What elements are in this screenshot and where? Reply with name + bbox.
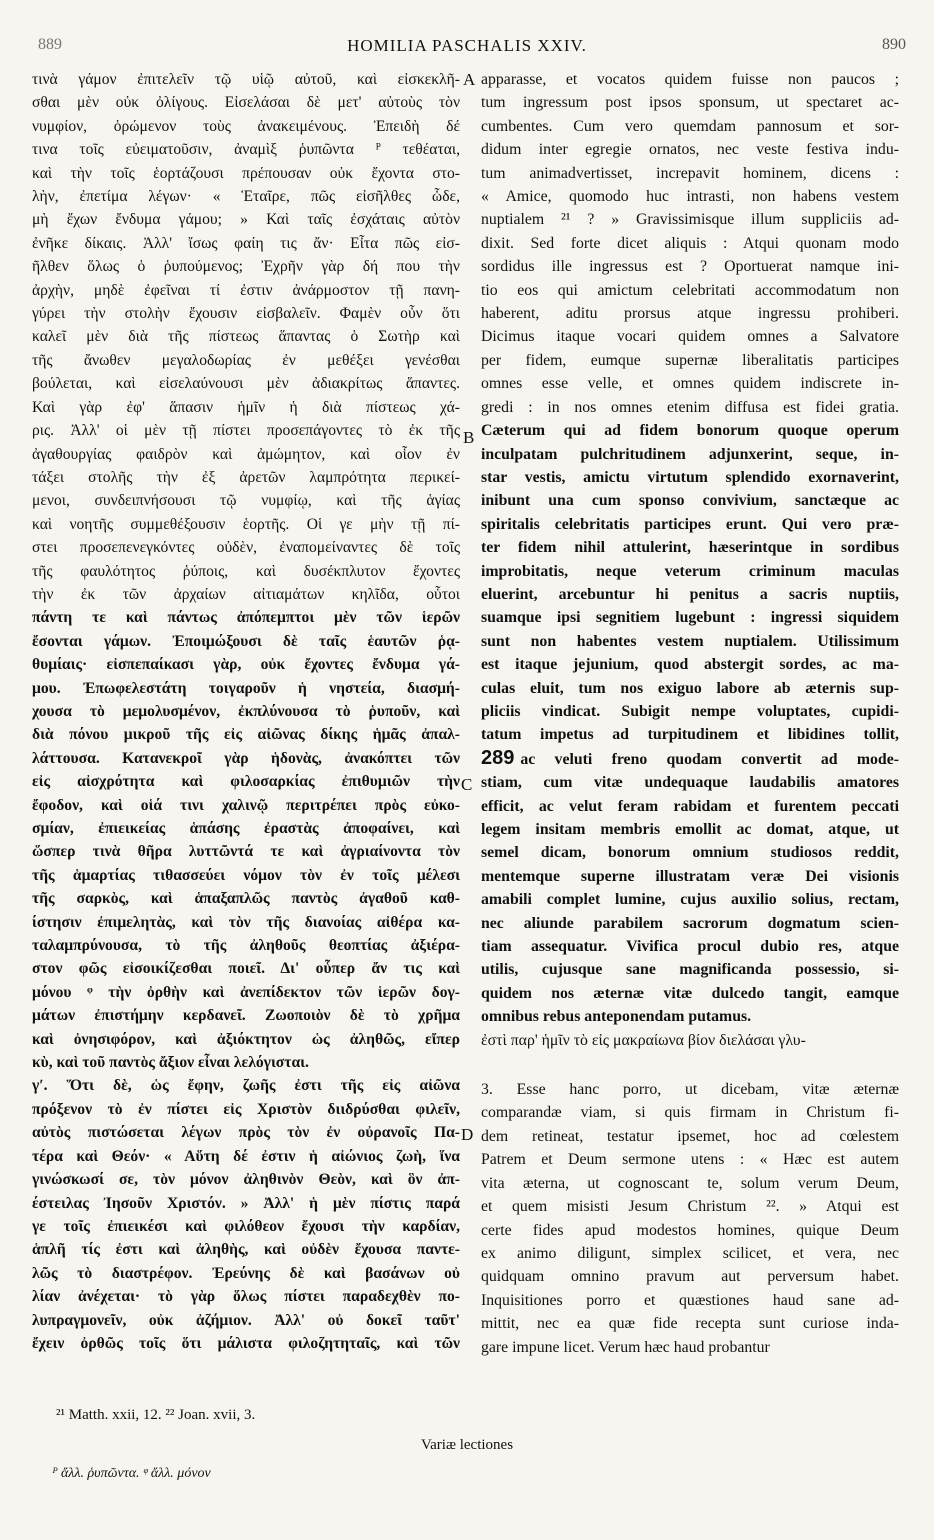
text-line: amabili complet lumine, cujus auxilio solius, rectam, <box>481 891 899 909</box>
text-line: est itaque jejunium, quod abstergit sordes, ac ma- <box>481 656 899 674</box>
text-line: et quem misisti Jesum Christum ²². » Atqui est <box>481 1198 899 1216</box>
margin-letter-b: B <box>463 428 475 447</box>
text-line: καὶ νοητῆς συμμεθέξουσιν ἑορτῆς. Οἱ γε μὴν τῇ πί- <box>32 515 460 533</box>
text-line: gredi : in nos omnes etenim diffusa est fidei gratia. <box>481 398 899 416</box>
text-line: apparasse, et vocatos quidem fuisse non paucos ; <box>481 71 899 88</box>
text-line: Patrem et Deum sermone utens : « Hæc est autem <box>481 1151 899 1169</box>
text-line: sordidus ille ingressus est ? Oportuerat namque ini- <box>481 258 899 276</box>
paragraph-gap <box>481 1052 899 1078</box>
text-line: ex animo diligunt, simplex scilicet, et vera, nec <box>481 1244 899 1262</box>
text-line: tum animadvertisset, increpavit hominem, dicens : <box>481 164 899 182</box>
greek-column <box>32 68 460 1355</box>
text-line: tatum impetus ad turpitudinem et libidines tollit, <box>481 726 899 744</box>
text-line: Cæterum qui ad fidem bonorum quoque operum <box>481 422 899 440</box>
text-line: λυπραγμονεῖν, οὐκ ἀζήμιον. Ἀλλ' οὐ δοκεῖ ταῦτ' <box>32 1311 460 1329</box>
text-line: omnibus rebus anteponendam putamus. <box>481 1008 752 1026</box>
text-line: τῆς ἄνωθεν μεγαλοδωρίας ἐν μεθέξει γενέσθαι <box>32 351 460 369</box>
page-number-right: 890 <box>882 36 906 53</box>
text-line: tum ingressum post ipsos sponsum, ut spectaret ac- <box>481 94 899 112</box>
text-line: τὴν ἐκ τῶν ἀρχαίων αἰτιαμάτων κηλῖδα, οὗτοι <box>32 585 460 603</box>
text-line: στον φῶς εἰσοικίζεσθαι ποιεῖ. Δι' οὗπερ ἄν τις καὶ <box>32 960 460 978</box>
text-line: ίστησιν ἐπιμελητὰς, καὶ τὸν τῆς διανοίας αἰθέρα κα- <box>32 913 460 931</box>
text-line: νυμφίον, ὁρώμενον τοὺς ἀνακειμένους. Ἐπειδὴ δέ <box>32 117 460 135</box>
text-line: ταλαμπρύνουσα, τὸ τῆς ἀληθοῦς θεοπτίας ἀξιέρα- <box>32 937 460 955</box>
text-line: έστειλας Ἰησοῦν Χριστόν. » Ἀλλ' ἡ μὲν πίστις παρά <box>32 1194 460 1212</box>
text-line: λὴν, ἐπετίμα λέγων· « Ἑταῖρε, πῶς εἰσῆλθες ὧδε, <box>32 188 460 206</box>
text-line: nuptialem ²¹ ? » Gravissimisque illum suppliciis ad- <box>481 211 899 229</box>
text-line: μου. Ἐπωφελεστάτη τοιγαροῦν ἡ νηστεία, διασμή- <box>32 679 460 697</box>
footnotes: ²¹ Matth. xxii, 12. ²² Joan. xvii, 3. <box>56 1407 256 1423</box>
text-line: ἔσονται γάμων. Ἐποιμώξουσι δὲ ταῖς ἑαυτῶν ῥᾳ- <box>32 632 460 650</box>
margin-letter-a: A <box>463 70 476 89</box>
text-line: suamque ipsi segnitiem lugebunt : ingressi siquidem <box>481 609 899 627</box>
text-line: cumbentes. Cum vero quemdam pannosum et sor- <box>481 117 899 135</box>
text-line: σμίαν, ἐπιεικείας ἁπάσης ἐραστὰς ἀποφαίνει, καὶ <box>32 820 460 837</box>
text-line: 3. Esse hanc porro, ut dicebam, vitæ æternæ <box>481 1081 899 1099</box>
text-line: ἔφοδον, καὶ οἱά τινι χαλινῷ περιτρέπει πρὸς εὐκο- <box>32 796 460 814</box>
text-line: γʹ. Ὅτι δὲ, ὡς ἔφην, ζωῆς ἐστι τῆς εἰς αἰῶνα <box>32 1077 460 1095</box>
text-line: τῆς ἁμαρτίας τιθασσεύει νόμον τὸν ἐν τοῖς μέλεσι <box>32 866 460 884</box>
text-line: sunt non habentes vestem nuptialem. Utilissimum <box>481 632 899 650</box>
text-line: mittit, nec ea quæ fide recepta sunt curiose inda- <box>481 1315 899 1333</box>
text-line: dixit. Sed forte dicet aliquis : Atqui quonam modo <box>481 234 899 252</box>
text-line: pliciis vindicat. Subigit nempe voluptates, cupidi- <box>481 702 899 720</box>
text-line: efficit, ac velut feram rabidam et furentem peccati <box>481 797 899 815</box>
text-line: τῆς φαυλότητος ῥύποις, καὶ δυσέκπλυτον ἔχοντες <box>32 562 460 580</box>
text-line: κὺ, καὶ τοῦ παντὸς ἄξιον εἶναι λελόγισται. <box>32 1054 309 1072</box>
text-line: « Amice, quomodo huc intrasti, non habens vestem <box>481 188 899 206</box>
text-line: τινὰ γάμον ἐπιτελεῖν τῷ υἱῷ αὐτοῦ, καὶ εἰσκεκλῆ- <box>32 71 460 88</box>
text-line: γινώσκωσί σε, τὸν μόνον ἀληθινὸν Θεὸν, καὶ ὃν ἀπ- <box>32 1171 460 1189</box>
text-line: gare impune licet. Verum hæc haud probantur <box>481 1338 770 1356</box>
text-line: per fidem, eumque supernæ liberalitatis participes <box>481 351 899 369</box>
text-line-content: ac veluti freno quodam convertit ad mode- <box>520 750 899 768</box>
text-line <box>481 747 899 771</box>
text-line: ἁπλῆ τίς ἐστι καὶ ἀληθὴς, καὶ οὐδὲν ἔχουσα παντε- <box>32 1241 460 1259</box>
text-line: λῶς τὸ διαστρέφον. Ἐρεύνης δὲ καὶ βασάνων οὐ <box>32 1264 460 1282</box>
text-line: ter fidem nihil attulerint, hæserintque in sordibus <box>481 539 899 557</box>
text-line: semel dicam, bonorum omnium studiosos reddit, <box>481 844 899 862</box>
text-line: inculpatam pulchritudinem adjunxerint, seque, in- <box>481 445 899 463</box>
text-line: mentemque superne illustratam veræ Dei visionis <box>481 867 899 885</box>
text-line: καὶ ὀνησιφόρον, καὶ ἀξιόκτητον ὡς ἀληθῶς, εἴπερ <box>32 1030 460 1048</box>
variae-lectiones-title: Variæ lectiones <box>420 1437 514 1453</box>
text-line: λίαν ἀνέχεται· τὸ γὰρ ὅλως πίστει παραδεχθὲν πο- <box>32 1288 460 1306</box>
page-header <box>28 36 906 58</box>
text-line: dem retineat, testatur ipsemet, hoc ad cœlestem <box>481 1127 899 1145</box>
text-line: ἐνῆκε δίκαις. Ἀλλ' ἴσως φαίη τις ἄν· Εἶτα πῶς εἰσ- <box>32 234 460 252</box>
text-line: σθαι μὲν οὐκ ὀλίγους. Εἰσελάσαι δὲ μετ' αὐτοὺς τὸν <box>32 94 460 112</box>
text-line: τῆς σαρκὸς, καὶ ἁπαξαπλῶς παντὸς ἀγαθοῦ καθ- <box>32 890 460 908</box>
text-line: legem insitam membris emollit ac domat, atque, ut <box>481 821 899 838</box>
text-line: inibunt una cum sponso convivium, sanctæque ac <box>481 492 899 510</box>
text-line: ὥσπερ τινὰ θῆρα λυττῶντά τε καὶ ἀγριαίνοντα τὸν <box>32 843 460 861</box>
text-line: certe fides apud modestos homines, quique Deum <box>481 1221 899 1239</box>
running-title: HOMILIA PASCHALIS XXIV. <box>347 36 587 55</box>
text-line: didum inter egregie ornatos, nec veste festiva indu- <box>481 141 899 159</box>
text-line: καλεῖ μὲν διὰ τῆς πίστεως ἅπαντας ὁ Σωτὴρ καὶ <box>32 328 460 346</box>
text-line: haberent, aditu prorsus atque ingressu prohiberi. <box>481 305 899 323</box>
text-line: μὴ ἔχων ἔνδυμα γάμου; » Καὶ ταῖς ἐσχάταις αὐτὸν <box>32 211 460 229</box>
text-line: τινα τοῖς εὐειματοῦσιν, ἀναμὶξ ῥυπῶντα ᴾ τεθέαται, <box>32 141 460 159</box>
variae-lectiones-text: ᴾ ἄλλ. ῥυπῶντα. ᵠ ἄλλ. μόνον <box>52 1466 211 1481</box>
text-line: βούλεται, καὶ εἰσελαύνουσι μὲν ἀδιακρίτως ἅπαντες. <box>32 375 460 393</box>
text-line: comparandæ viam, si quis firmam in Christum fi- <box>481 1104 899 1122</box>
text-line: nec aliunde parabilem sacrorum dogmatum scien- <box>481 914 899 932</box>
text-line: spiritalis celebritatis participes erunt. Qui vero præ- <box>481 515 899 533</box>
page-number-left: 889 <box>38 36 62 53</box>
text-line: γύρει τὴν στολὴν ἔχουσιν εἰσβαλεῖν. Φαμὲν οὖν ὅτι <box>32 305 460 323</box>
margin-letter-c: C <box>461 775 473 794</box>
text-line: ἀρχὴν, μηδὲ ἐφεῖναι τί ἐστιν ἀνάρμοστον τῇ πανη- <box>32 281 460 299</box>
text-line: μενοι, συνδειπνήσουσι τῷ νυμφίῳ, καὶ τῆς ἁγίας <box>32 492 460 510</box>
text-line: quidquam omnino pravum aut perversum habet. <box>481 1268 899 1286</box>
latin-column <box>481 68 899 1359</box>
text-line: Dicimus itaque vocari quidem omnes a Salvatore <box>481 328 899 346</box>
text-line: tio eos qui amictum celebritati accommodatum non <box>481 281 899 299</box>
text-line: χουσα τὸ μεμολυσμένον, ἐκπλύνουσα τὸ ῥυποῦν, καὶ <box>32 702 460 720</box>
text-line: μάτων ἐπιστήμην κερδανεῖ. Ζωοποιὸν δὲ τὸ χρῆμα <box>32 1007 460 1025</box>
text-line: ἔχειν ὀρθῶς τοῖς ὅτι μάλιστα φιλοζητηταῖς, καὶ τῶν <box>32 1334 460 1352</box>
text-line: στει προσεπενεγκόντες οὐδὲν, ἐναπομείναντες δὲ τοῖς <box>32 539 460 557</box>
text-line: quidem nos æternæ vitæ dulcedo tangit, eamque <box>481 984 899 1002</box>
text-line: eluerint, arcebuntur hi penitus a sacris nuptiis, <box>481 585 899 603</box>
text-line: λάττουσα. Κατανεκροῖ γὰρ ἡδονὰς, ἀνακόπτει τῶν <box>32 749 460 767</box>
text-line: Inquisitiones porro et quæstiones haud sane ad- <box>481 1291 899 1309</box>
text-line: ἐστὶ παρ' ἡμῖν τὸ εἰς μακραίωνα βίον διελάσαι γλυ- <box>481 1031 806 1049</box>
text-line: Καὶ γὰρ ἐφ' ἅπασιν ἡμῖν ἡ διὰ πίστεως χά- <box>32 398 460 416</box>
text-line: μόνου ᵠ τὴν ὀρθὴν καὶ ἀνεπίδεκτον τῶν ἱερῶν δογ- <box>32 983 460 1001</box>
text-line: θυμίαις· εἰσπεπαίκασι γὰρ, οὐκ ἔχοντες ἔνδυμα γά- <box>32 656 460 674</box>
text-line: ῆλθεν ὅλως ὁ ῥυπούμενος; Ἐχρῆν γὰρ δή που τὴν <box>32 258 460 276</box>
text-line: διὰ πόνου μικροῦ τῆς εἰς αἰῶνας δίκης ἡμᾶς ἀπαλ- <box>32 726 460 744</box>
column-number: 289 <box>481 746 515 769</box>
text-line: τέρα καὶ Θεόν· « Αὕτη δέ ἐστιν ἡ αἰώνιος ζωὴ, ἵνα <box>32 1147 460 1165</box>
text-line: αὐτὸς πιστώσεται λέγων πρὸς τὸν ἐν οὐρανοῖς Πα- <box>32 1124 460 1142</box>
text-line: πάντη τε καὶ πάντως ἀπόπεμπτοι μὲν τῶν ἱερῶν <box>32 609 460 627</box>
text-line: star vestis, amictu virtutum splendido exornaverint, <box>481 468 899 486</box>
text-line: omnes esse velle, et omnes quidem indiscrete in- <box>481 375 899 393</box>
text-line: vita æterna, ut cognoscant te, solum verum Deum, <box>481 1174 899 1192</box>
text-line: utilis, cujusque sane magnificanda possessio, si- <box>481 961 899 979</box>
text-line: culas eluit, tum nos exiguo labore ab æternis sup- <box>481 679 899 697</box>
text-line: ρις. Ἀλλ' οἱ μὲν τῇ πίστει προσεπάγοντες τὸ ἐκ τῆς <box>32 422 460 440</box>
text-line: stiam, cum vitæ undequaque laudabilis amatores <box>481 774 899 792</box>
text-line: πρόξενον τὸ ἐν πίστει εἰς Χριστὸν διιδρύσθαι φιλεῖν, <box>32 1100 460 1118</box>
text-line: τάξει στολῆς τὴν ἐξ ἀρετῶν λαμπρότητα περικεί- <box>32 468 460 486</box>
text-line: καὶ τὴν τοῖς ἑορτάζουσι πρέπουσαν οὐκ ἔχοντα στο- <box>32 164 460 182</box>
text-line: γε τοῖς ἐπιεικέσι καὶ φιλόθεον ἔχουσι τὴν καρδίαν, <box>32 1217 460 1235</box>
text-line: tiam assequatur. Vivifica procul dubio res, atque <box>481 938 899 956</box>
text-line: improbitatis, neque veterum criminum maculas <box>481 562 899 580</box>
text-line: εἰς αἰσχρότητα καὶ φιλοσαρκίας ἐπιθυμιῶν τὴν <box>32 773 460 791</box>
text-line: ἀγαθουργίας φαιδρὸν καὶ ἀμώμητον, καὶ οἷον ἐν <box>32 445 460 463</box>
margin-letter-d: D <box>461 1125 474 1144</box>
